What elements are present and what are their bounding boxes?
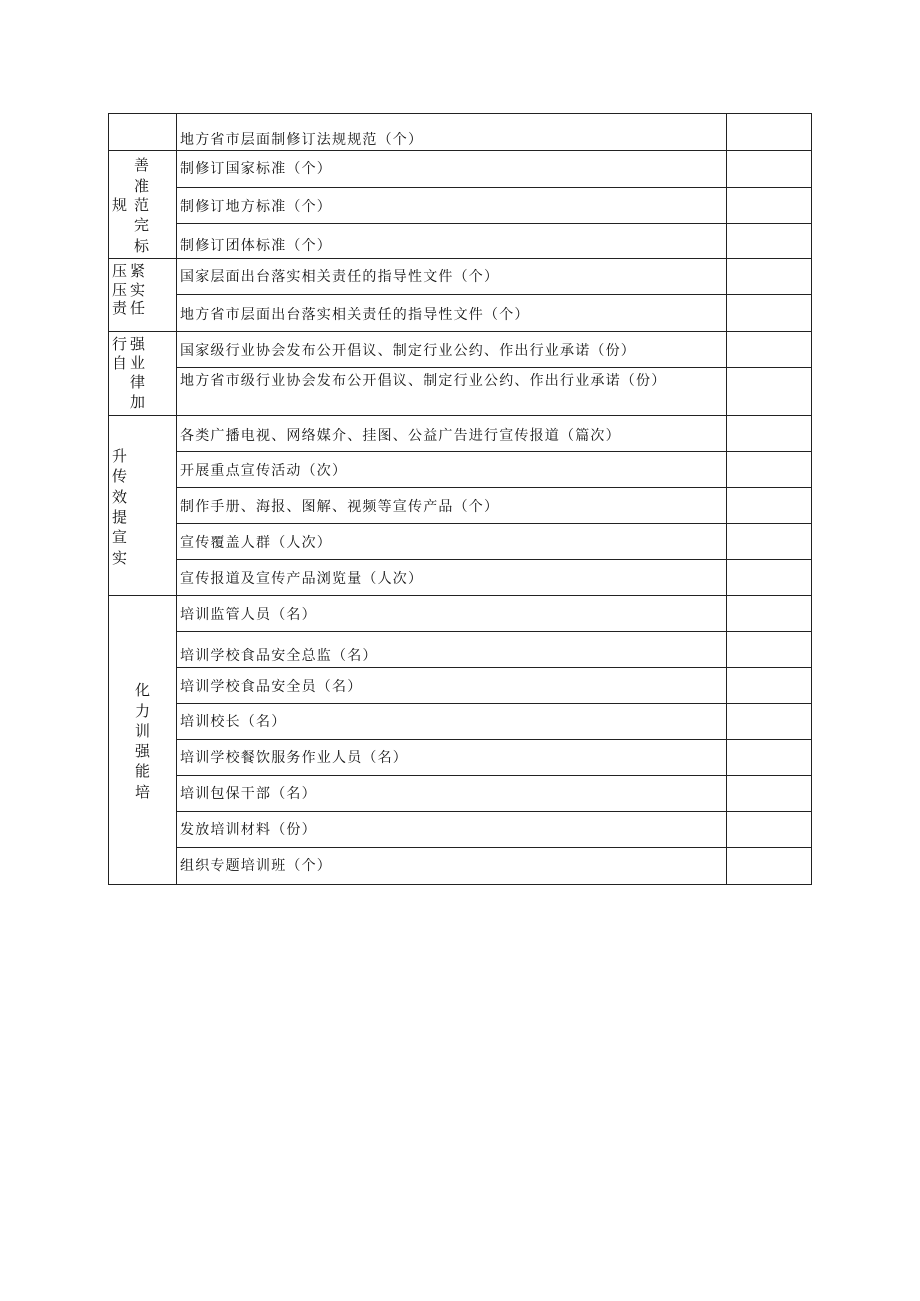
table-row-label: 地方省市层面出台落实相关责任的指导性文件（个）: [180, 307, 530, 323]
category-char: 范: [134, 196, 150, 214]
row-divider: [176, 667, 812, 668]
table-row-label: 培训校长（名）: [180, 714, 287, 730]
section-divider: [108, 331, 812, 332]
category-char: 培: [135, 783, 151, 801]
row-divider: [176, 775, 812, 776]
row-divider: [176, 294, 812, 295]
table-row-label: 宣传覆盖人群（人次）: [180, 535, 332, 551]
category-char: 行: [112, 335, 128, 353]
category-char: 实: [130, 281, 146, 299]
table-border-bottom: [108, 884, 812, 885]
category-char: 律: [130, 373, 146, 391]
table-border-left: [108, 113, 109, 885]
category-char: 加: [130, 393, 146, 411]
category-char: 能: [135, 762, 151, 780]
category-char: 压: [112, 262, 128, 280]
category-char: 标: [134, 237, 150, 255]
category-char: 规: [112, 196, 128, 214]
table-row-label: 宣传报道及宣传产品浏览量（人次）: [180, 571, 424, 587]
section-divider: [108, 595, 812, 596]
row-divider: [176, 187, 812, 188]
category-char: 宣: [112, 528, 128, 546]
row-divider: [176, 559, 812, 560]
table-row-label: 制修订国家标准（个）: [180, 161, 332, 177]
table-row-label: 国家级行业协会发布公开倡议、制定行业公约、作出行业承诺（份）: [180, 343, 636, 359]
table-row-label: 培训学校餐饮服务作业人员（名）: [180, 750, 408, 766]
category-char: 准: [134, 177, 150, 195]
table-row-label: 制作手册、海报、图解、视频等宣传产品（个）: [180, 499, 500, 515]
table-row-label: 培训包保干部（名）: [180, 786, 317, 802]
row-divider: [176, 847, 812, 848]
category-char: 强: [135, 742, 151, 760]
table-row-label: 组织专题培训班（个）: [180, 858, 332, 874]
row-divider: [176, 811, 812, 812]
category-char: 责: [112, 299, 128, 317]
row-divider: [176, 487, 812, 488]
section-divider: [108, 415, 812, 416]
category-char: 化: [135, 681, 151, 699]
category-char: 实: [112, 549, 128, 567]
category-char: 效: [112, 488, 128, 506]
category-char: 压: [112, 281, 128, 299]
row-divider: [176, 739, 812, 740]
category-char: 业: [130, 354, 146, 372]
category-char: 传: [112, 467, 128, 485]
table-row-label: 制修订团体标准（个）: [180, 238, 332, 254]
category-char: 升: [112, 447, 128, 465]
category-char: 力: [135, 702, 151, 720]
row-divider: [176, 523, 812, 524]
table-row-label: 开展重点宣传活动（次）: [180, 463, 348, 479]
row-divider: [176, 367, 812, 368]
row-divider: [176, 451, 812, 452]
category-char: 提: [112, 508, 128, 526]
category-char: 任: [130, 299, 146, 317]
row-divider: [176, 703, 812, 704]
category-char: 强: [130, 335, 146, 353]
table-row-label: 地方省市层面制修订法规规范（个）: [180, 132, 424, 148]
column-divider: [726, 113, 727, 885]
table-row-label: 培训学校食品安全员（名）: [180, 679, 363, 695]
category-char: 训: [135, 722, 151, 740]
category-char: 完: [134, 216, 150, 234]
row-divider: [176, 223, 812, 224]
table-row-label: 地方省市级行业协会发布公开倡议、制定行业公约、作出行业承诺（份）: [180, 373, 667, 389]
table-row-label: 发放培训材料（份）: [180, 822, 317, 838]
table-row-label: 各类广播电视、网络媒介、挂图、公益广告进行宣传报道（篇次）: [180, 428, 621, 444]
category-char: 自: [112, 354, 128, 372]
table-row-label: 国家层面出台落实相关责任的指导性文件（个）: [180, 269, 500, 285]
table-row-label: 培训监管人员（名）: [180, 607, 317, 623]
section-divider: [108, 258, 812, 259]
category-char: 紧: [130, 262, 146, 280]
section-divider: [108, 150, 812, 151]
table-border-right: [811, 113, 812, 885]
table-row-label: 培训学校食品安全总监（名）: [180, 648, 378, 664]
table-row-label: 制修订地方标准（个）: [180, 199, 332, 215]
column-divider: [176, 113, 177, 885]
category-char: 善: [134, 156, 150, 174]
row-divider: [176, 631, 812, 632]
table-border-top: [108, 113, 812, 114]
